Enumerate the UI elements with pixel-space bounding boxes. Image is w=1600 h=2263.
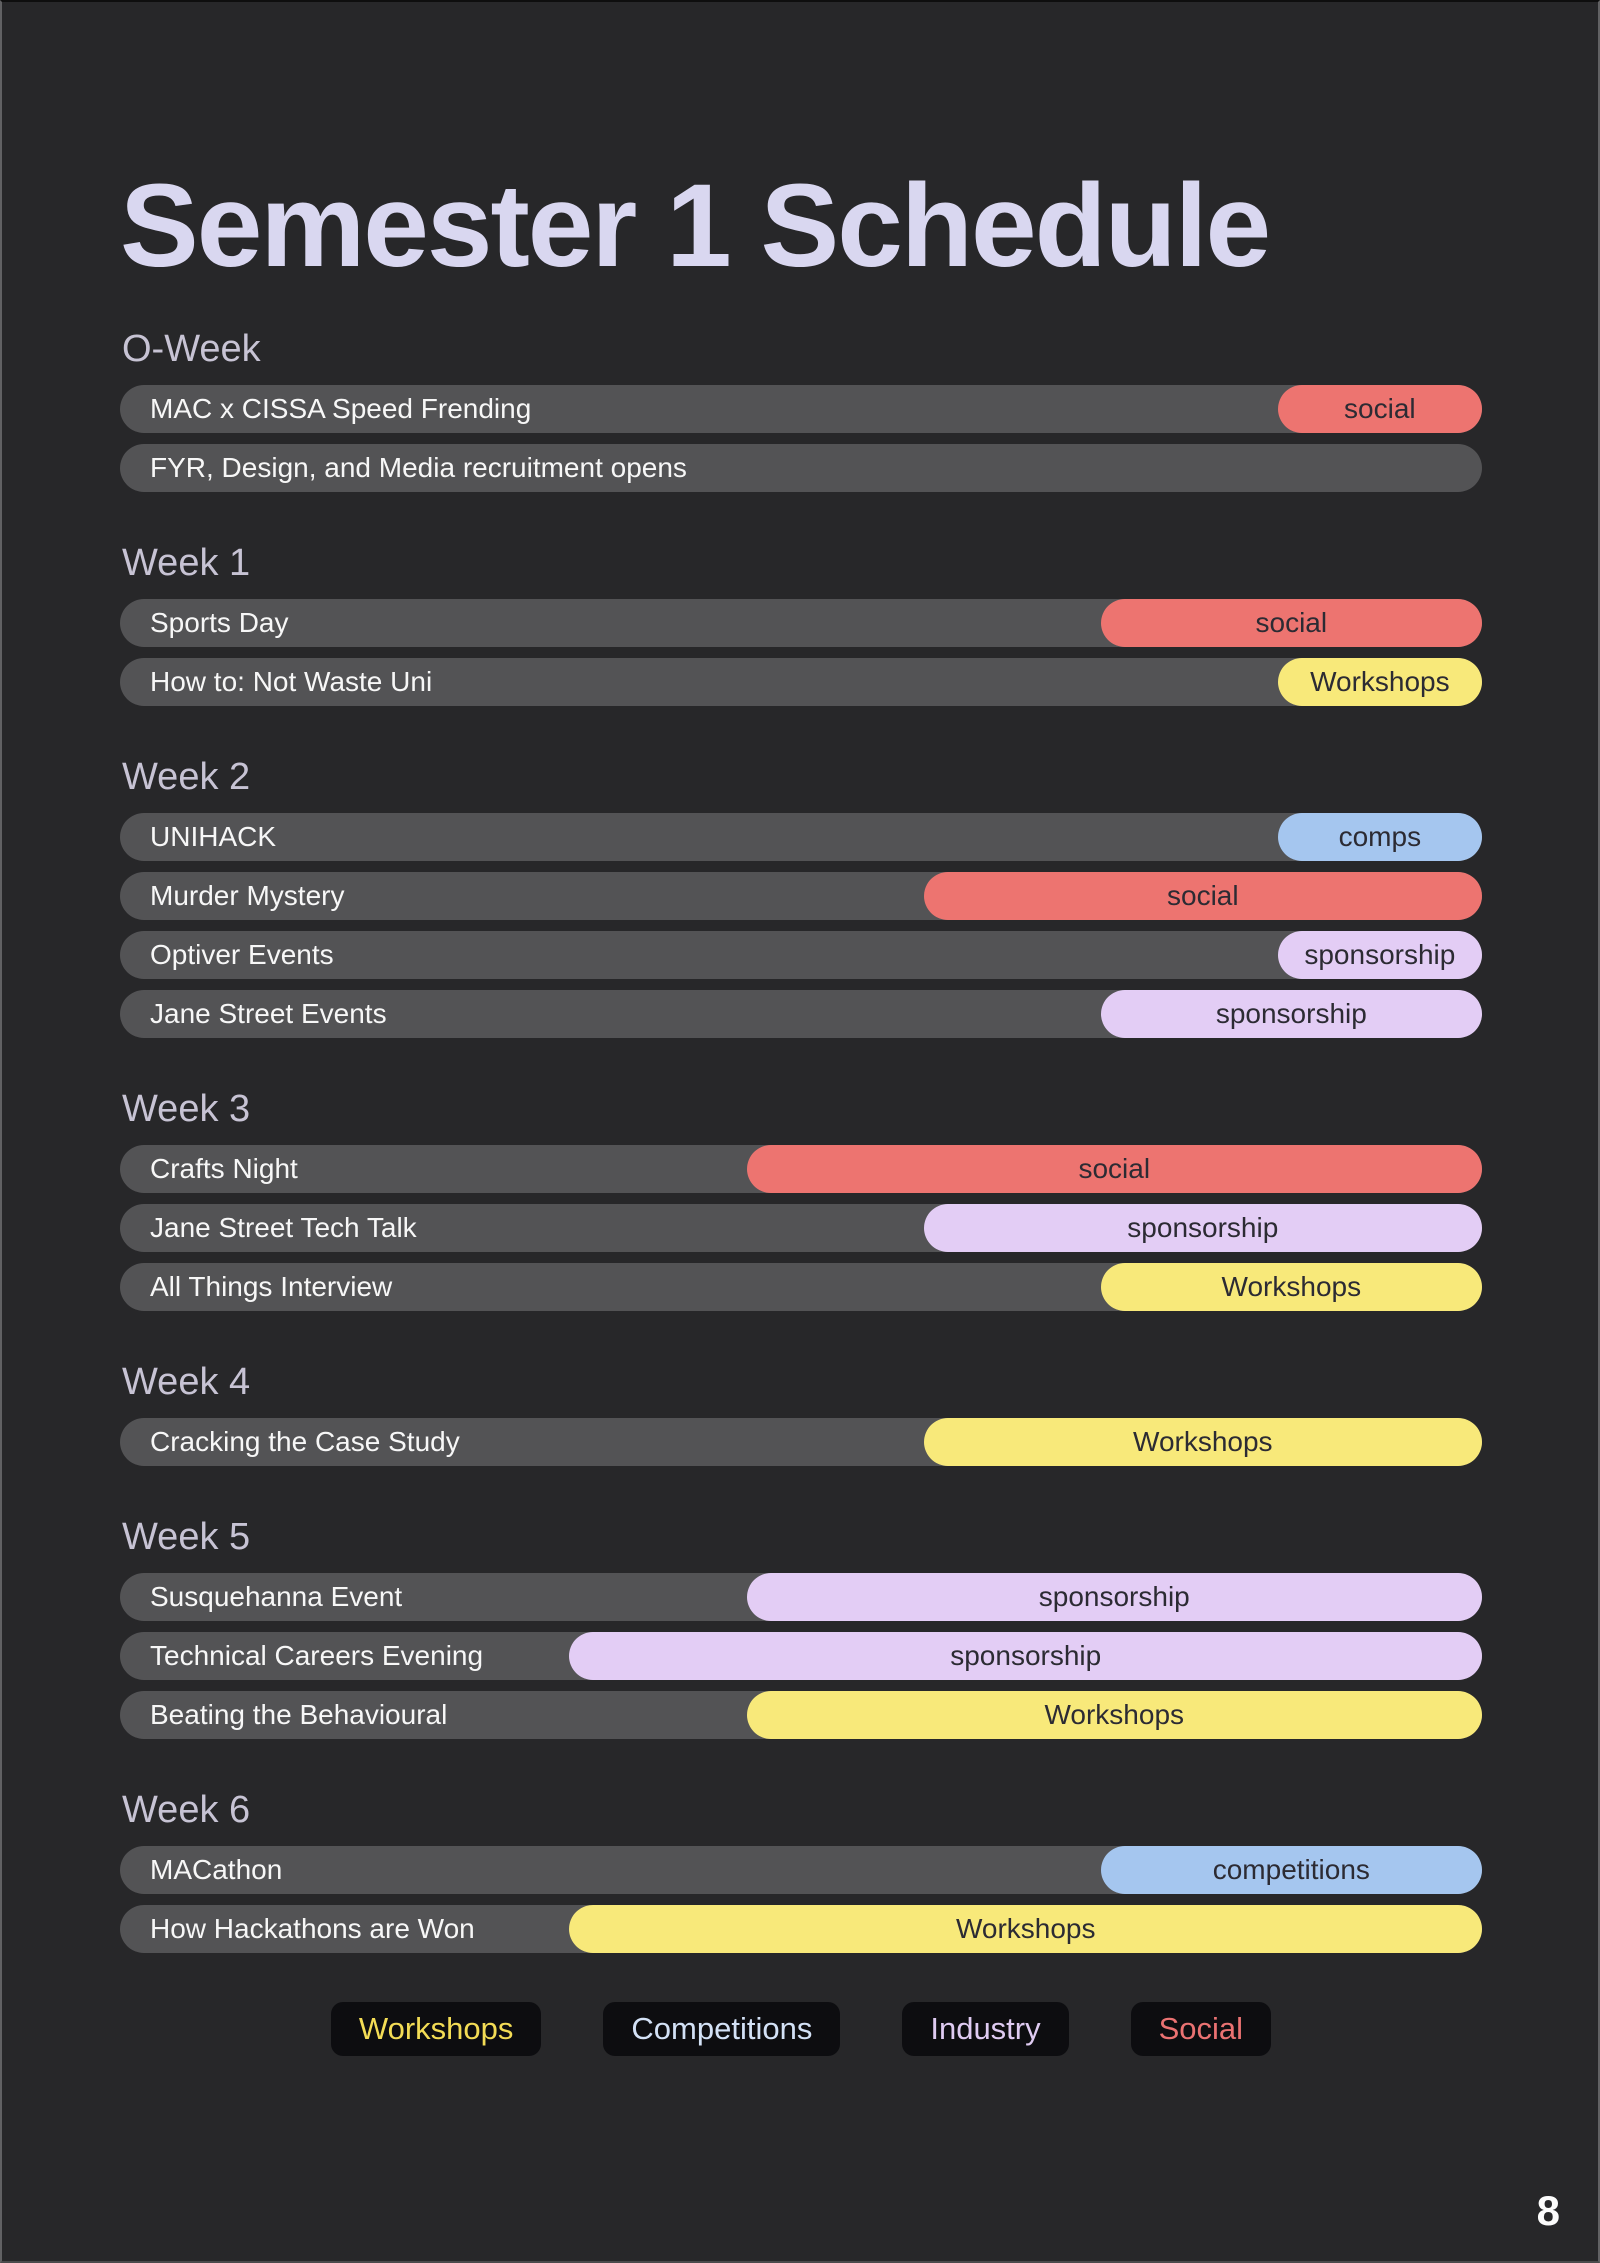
event-label: MAC x CISSA Speed Frending: [150, 393, 532, 424]
event-bar: [120, 1905, 1482, 1953]
category-badge: social: [1101, 599, 1482, 647]
week-section: [120, 755, 1482, 1038]
week-section: [120, 1360, 1482, 1466]
event-label: How to: Not Waste Uni: [150, 666, 433, 697]
category-badge: sponsorship: [924, 1204, 1482, 1252]
event-label: Jane Street Tech Talk: [150, 1212, 417, 1243]
category-badge: Workshops: [747, 1691, 1482, 1739]
week-heading: Week 5: [122, 1516, 251, 1558]
week-heading: Week 4: [122, 1361, 251, 1403]
week-heading: Week 3: [122, 1088, 251, 1130]
event-label: Murder Mystery: [150, 880, 345, 911]
legend-chip-workshops: Workshops: [331, 2002, 542, 2056]
category-badge: comps: [1278, 813, 1482, 861]
event-label: Sports Day: [150, 607, 289, 638]
category-badge: sponsorship: [1101, 990, 1482, 1038]
event-bar: [120, 872, 1482, 920]
week-heading: Week 6: [122, 1789, 251, 1831]
week-section: [120, 1788, 1482, 1953]
category-badge: social: [924, 872, 1482, 920]
event-label: Susquehanna Event: [150, 1581, 403, 1612]
event-bar: [120, 990, 1482, 1038]
legend: [120, 2002, 1482, 2056]
week-section: [120, 327, 1482, 492]
category-badge: Workshops: [569, 1905, 1482, 1953]
page-content: [120, 2, 1482, 2056]
event-bar: [120, 1145, 1482, 1193]
event-bar: [120, 1632, 1482, 1680]
event-bar: [120, 444, 1482, 492]
category-badge: sponsorship: [569, 1632, 1482, 1680]
event-bar: [120, 1418, 1482, 1466]
event-bar: [120, 658, 1482, 706]
schedule-sections: [120, 327, 1482, 1953]
event-bar: [120, 931, 1482, 979]
page-title: Semester 1 Schedule: [120, 160, 1270, 292]
category-badge: Workshops: [924, 1418, 1482, 1466]
event-label: FYR, Design, and Media recruitment opens: [150, 452, 687, 483]
week-heading: Week 2: [122, 756, 251, 798]
event-bar: [120, 385, 1482, 433]
week-section: [120, 1087, 1482, 1311]
event-label: Technical Careers Evening: [150, 1640, 484, 1671]
week-section: [120, 1515, 1482, 1739]
category-badge: sponsorship: [747, 1573, 1482, 1621]
event-label: Beating the Behavioural: [150, 1699, 448, 1730]
week-heading: O-Week: [122, 328, 261, 370]
category-badge: Workshops: [1101, 1263, 1482, 1311]
event-bar: [120, 813, 1482, 861]
event-label: MACathon: [150, 1854, 283, 1885]
event-bar: [120, 1204, 1482, 1252]
event-label: Crafts Night: [150, 1153, 298, 1184]
event-label: Jane Street Events: [150, 998, 387, 1029]
page-number: 8: [1536, 2187, 1560, 2234]
category-badge: competitions: [1101, 1846, 1482, 1894]
week-section: [120, 541, 1482, 706]
event-label: Optiver Events: [150, 939, 334, 970]
event-bar: [120, 1846, 1482, 1894]
event-label: UNIHACK: [150, 821, 277, 852]
event-bar: [120, 1573, 1482, 1621]
event-bar: [120, 599, 1482, 647]
event-label: All Things Interview: [150, 1271, 393, 1302]
event-bar: [120, 1691, 1482, 1739]
legend-chip-industry: Industry: [902, 2002, 1068, 2056]
week-heading: Week 1: [122, 542, 251, 584]
category-badge: social: [747, 1145, 1482, 1193]
legend-chip-social: Social: [1131, 2002, 1271, 2056]
event-label: Cracking the Case Study: [150, 1426, 460, 1457]
category-badge: sponsorship: [1278, 931, 1482, 979]
event-label: How Hackathons are Won: [150, 1913, 475, 1944]
category-badge: social: [1278, 385, 1482, 433]
category-badge: Workshops: [1278, 658, 1482, 706]
legend-chip-competitions: Competitions: [603, 2002, 840, 2056]
event-bar: [120, 1263, 1482, 1311]
